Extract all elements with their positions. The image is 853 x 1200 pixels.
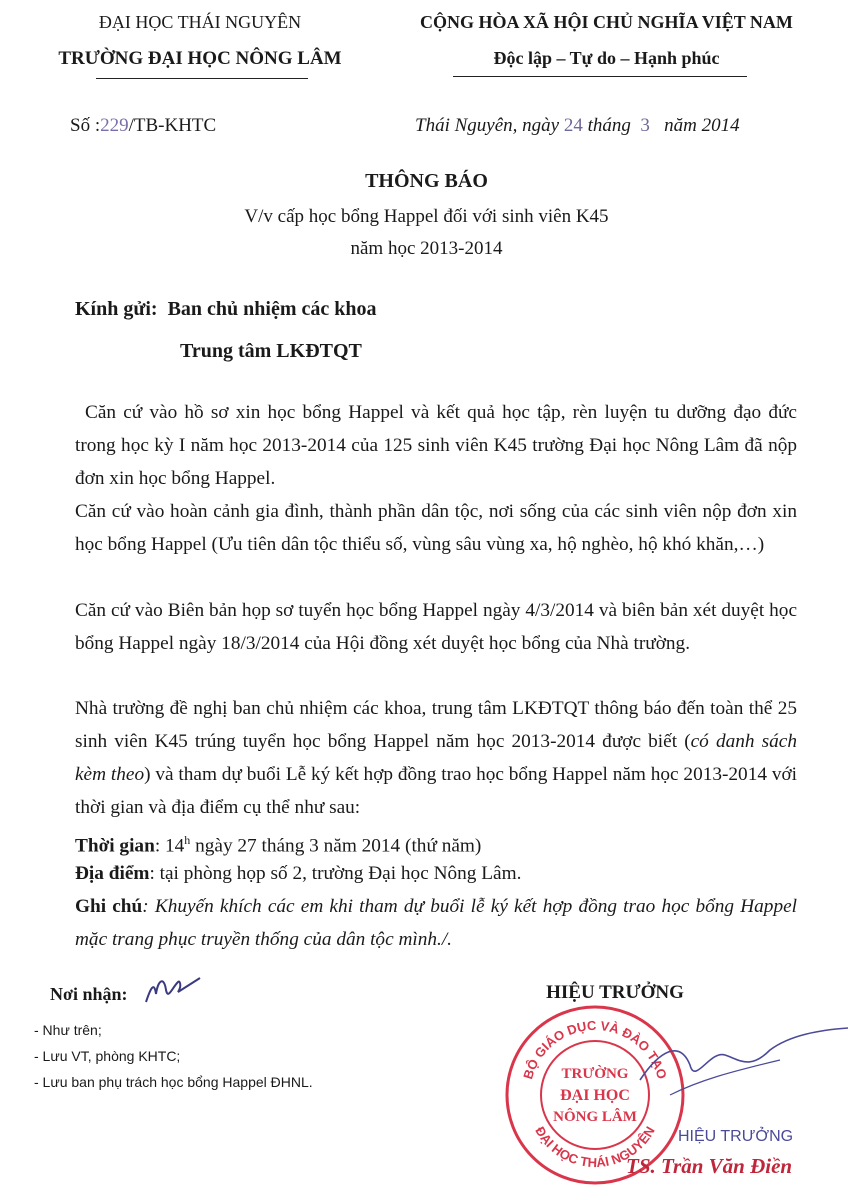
stamp-center-1: TRƯỜNG [561,1066,629,1082]
p4-part-a: Nhà trường đề nghị ban chủ nhiệm các khoa, trung tâm LKĐTQT thông báo đến toàn thể 25 sinh viên K45 trúng tuyển học bổng Happel năm học 2013-2014 được biết ( [75,698,797,752]
note [75,890,797,956]
signer-name: TS. Trần Văn Điền [626,1154,793,1178]
motto-underline [453,76,747,77]
republic-name: CỘNG HÒA XÃ HỘI CHỦ NGHĨA VIỆT NAM [420,12,793,32]
recipient-item: - Như trên; [34,1022,102,1038]
place-value: : tại phòng họp số 2, trường Đại học Nông Lâm. [149,863,522,884]
p4-italic: có danh sách kèm theo [75,731,797,785]
date-month: 3 [640,115,650,136]
recipient-item: - Lưu ban phụ trách học bổng Happel ĐHNL. [34,1074,313,1090]
handwritten-signature [630,1010,850,1110]
event-place [75,857,797,890]
recipient-1: Ban chủ nhiệm các khoa [167,298,377,320]
university-name: ĐẠI HỌC THÁI NGUYÊN [98,12,302,32]
stamp-center-2: ĐẠI HỌC [560,1087,630,1104]
note-value: : Khuyến khích các em khi tham dự buổi lễ ký kết hợp đồng trao học bổng Happel mặc trang phục truyền thống của dân tộc mình./. [75,896,797,950]
recipient-2: Trung tâm LKĐTQT [180,340,362,362]
time-rest: ngày 27 tháng 3 năm 2014 (thứ năm) [190,835,482,857]
date-place: Thái Nguyên, ngày [415,115,560,136]
event-time: Thời gian: 14$^h$ ngày 27 tháng 3 năm 2014 (thứ năm) [75,833,482,857]
date-month-label: tháng [587,115,631,136]
place-label: Địa điểm [75,863,150,884]
document-title: THÔNG BÁO [365,170,488,192]
note-label: Ghi chú [75,896,143,917]
place-date [415,115,740,137]
signature-title: HIỆU TRƯỞNG [678,1128,794,1145]
body-paragraph-4 [75,692,797,824]
motto: Độc lập – Tự do – Hạnh phúc [493,48,720,68]
initials-signature [142,970,202,1010]
document-subtitle-1: V/v cấp học bổng Happel đối với sinh viên K45 [244,206,609,227]
reference-number [70,115,216,137]
school-name: TRƯỜNG ĐẠI HỌC NÔNG LÂM [58,48,342,69]
ref-suffix: /TB-KHTC [128,115,217,136]
body-paragraph-3: Căn cứ vào Biên bản họp sơ tuyển học bổng Happel ngày 4/3/2014 và biên bản xét duyệt học bổng Happel ngày 18/3/2014 của Hội đồng xét duyệt học bổng của Nhà trường. [75,600,797,654]
p4-part-b: ) và tham dự buổi Lễ ký kết hợp đồng trao học bổng Happel năm học 2013-2014 với thời gian và địa điểm cụ thể như sau: [75,764,798,818]
recipients [75,298,377,321]
stamp-center-3: NÔNG LÂM [553,1109,637,1125]
time-label: Thời gian [75,835,155,857]
date-year: năm 2014 [664,115,740,136]
school-underline [96,78,308,79]
ref-prefix: Số : [70,115,101,136]
ref-number: 229 [100,115,129,136]
noi-nhan-label: Nơi nhận: [50,984,128,1004]
recipients-label: Kính gửi: [75,298,158,320]
stamp-top-text: BỘ GIÁO DỤC VÀ ĐÀO TẠO [520,1017,670,1081]
time-hour: 14 [165,835,185,857]
document-subtitle-2: năm học 2013-2014 [350,238,503,259]
body-paragraph-2: Căn cứ vào hoàn cảnh gia đình, thành phần dân tộc, nơi sống của các sinh viên nộp đơn xin học bổng Happel (Ưu tiên dân tộc thiểu số, vùng sâu vùng xa, hộ nghèo, hộ khó khăn,…) [75,501,797,555]
body-paragraph-1: Căn cứ vào hồ sơ xin học bổng Happel và kết quả học tập, rèn luyện tu dưỡng đạo đức trong học kỳ I năm học 2013-2014 của 125 sinh viên K45 trường Đại học Nông Lâm đã nộp đơn xin học bổng Happel. [75,402,797,489]
recipient-item: - Lưu VT, phòng KHTC; [34,1048,181,1064]
date-day: 24 [563,115,583,136]
stamp-bottom-text: ĐẠI HỌC THÁI NGUYÊN [532,1123,658,1171]
time-sup: h [184,833,191,847]
hieu-truong-title: HIỆU TRƯỞNG [546,982,684,1003]
